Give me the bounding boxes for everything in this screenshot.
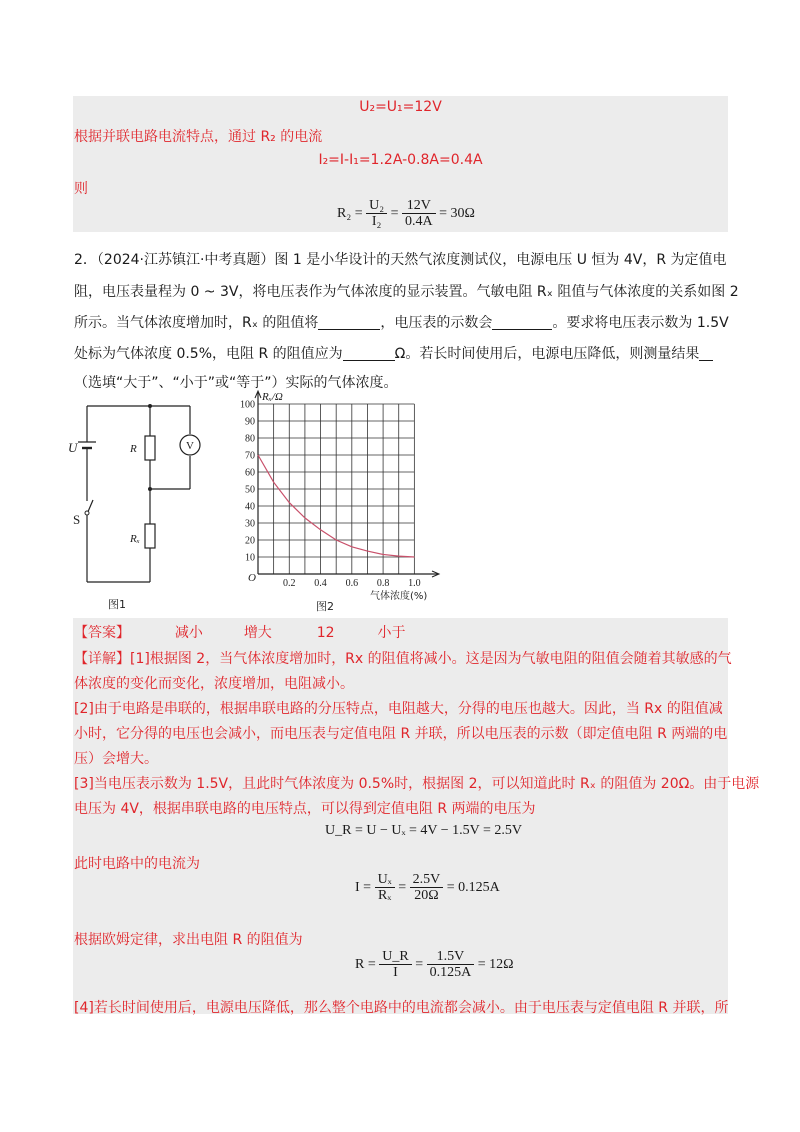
y-tick-label: 80 <box>245 433 255 445</box>
x-tick-label: 0.2 <box>283 578 296 589</box>
eq-r2-num2: 12V <box>402 198 436 214</box>
eq-r2-den1: I₂ <box>371 214 382 230</box>
detail-p2-l3: 压）会增大。 <box>74 751 158 767</box>
chart-ylabel: Rₓ/Ω <box>262 391 283 403</box>
answer-item-3: 12 <box>316 625 335 641</box>
blank-2 <box>492 315 552 330</box>
switch-contact <box>85 511 89 515</box>
eq-r-lhs: R = <box>355 956 376 972</box>
figure-1-circuit <box>60 396 220 620</box>
label-Rx: Rₓ <box>130 533 140 545</box>
y-tick-label: 60 <box>245 467 255 479</box>
answer-label: 【答案】 <box>74 625 130 641</box>
eq-i-den2: 20Ω <box>414 888 439 904</box>
y-tick-label: 10 <box>245 552 255 564</box>
eq-r2-den2: 0.4A <box>405 214 433 230</box>
y-tick-label: 70 <box>245 450 255 462</box>
detail-p1-l2: 体浓度的变化而变化，浓度增加，电阻减小。 <box>74 676 354 692</box>
question-line-4 <box>74 343 713 363</box>
detail-p4-l1: [4]若长时间使用后，电源电压降低，那么整个电路中的电流都会减小。由于电压表与定值电阻 R 并联，所 <box>74 1000 729 1016</box>
eq-r-den1: I <box>393 965 398 981</box>
eq-r2-frac2 <box>402 198 436 230</box>
blank-3 <box>343 346 395 361</box>
eq-r-mid: = <box>415 956 424 972</box>
answer-item-4: 小于 <box>377 625 406 641</box>
equation-r2 <box>337 198 475 230</box>
figure-1-caption: 图1 <box>108 598 126 611</box>
chart-xlabel: 气体浓度(%) <box>370 591 428 602</box>
y-tick-label: 90 <box>245 416 255 428</box>
question-line-4b: Ω。若长时间使用后，电源电压降低，则测量结果 <box>394 346 700 362</box>
question-line-5: （选填“大于”、“小于”或“等于”）实际的气体浓度。 <box>74 375 398 391</box>
question-line-2: 阻，电压表量程为 0 ~ 3V，将电压表作为气体浓度的显示装置。气敏电阻 Rₓ 阻值与气体浓度的关系如图 2 <box>74 284 739 300</box>
question-line-3a: 所示。当气体浓度增加时，Rₓ 的阻值将 <box>74 315 319 331</box>
blank-4 <box>699 346 713 361</box>
eq-r2-frac1 <box>366 198 387 230</box>
eq-r2-num1: U₂ <box>366 198 387 214</box>
eq-i-num2: 2.5V <box>410 872 444 888</box>
question-line-3 <box>74 312 729 332</box>
detail-p3-l3: 此时电路中的电流为 <box>74 856 200 872</box>
eq-r-num1: U_R <box>379 949 411 965</box>
y-tick-label: 50 <box>245 484 255 496</box>
chart-origin: O <box>248 572 256 584</box>
answer-row <box>74 622 405 642</box>
eq-r-num2: 1.5V <box>427 949 475 965</box>
eq-i-mid: = <box>398 879 407 895</box>
solution-line-2: 根据并联电路电流特点，通过 R₂ 的电流 <box>74 129 323 145</box>
eq-i-num1: Uₓ <box>375 872 395 888</box>
y-tick-label: 40 <box>245 501 255 513</box>
eq-r-frac1 <box>379 949 411 981</box>
x-tick-label: 0.8 <box>376 578 390 589</box>
eq-i-rhs: = 0.125A <box>446 879 500 895</box>
detail-p2-l2: 小时，它分得的电压也会减小，而电压表与定值电阻 R 并联，所以电压表的示数（即定值电阻 R 两端的电 <box>74 726 728 742</box>
equation-current <box>355 872 500 904</box>
eq-i-frac1 <box>375 872 395 904</box>
chart-ticks <box>240 400 421 590</box>
eq-r-frac2 <box>427 949 475 981</box>
detail-p2-l1: [2]由于电路是串联的，根据串联电路的分压特点，电阻越大，分得的电压也越大。因此，当 Rx 的阻值减 <box>74 701 723 717</box>
answer-item-1: 减小 <box>174 625 203 641</box>
junction-mid <box>148 487 152 491</box>
junction-top <box>148 404 152 408</box>
blank-1 <box>318 315 380 330</box>
x-tick-label: 0.6 <box>345 578 359 589</box>
eq-i-frac2 <box>410 872 444 904</box>
eq-i-lhs: I = <box>355 879 372 895</box>
figure-2-caption: 图2 <box>316 600 334 613</box>
chart-grid <box>258 404 414 574</box>
detail-p1-l1: 【详解】[1]根据图 2，当气体浓度增加时，Rx 的阻值将减小。这是因为气敏电阻的阻值会随着其敏感的气 <box>74 651 732 667</box>
detail-p3-l1: [3]当电压表示数为 1.5V，且此时气体浓度为 0.5%时，根据图 2，可以知道此时 Rₓ 的阻值为 20Ω。由于电源 <box>74 776 760 792</box>
x-tick-label: 1.0 <box>408 578 421 589</box>
eq-r-den2: 0.125A <box>429 965 472 981</box>
label-S: S <box>73 512 81 527</box>
eq-r2-rhs: = 30Ω <box>439 205 475 221</box>
solution-line-4: 则 <box>74 181 88 197</box>
detail-p3-l4: 根据欧姆定律，求出电阻 R 的阻值为 <box>74 932 303 948</box>
question-line-3c: 。要求将电压表示数为 1.5V <box>552 315 729 331</box>
equation-r <box>355 949 514 981</box>
answer-item-2: 增大 <box>243 625 272 641</box>
label-V: V <box>186 440 194 452</box>
equation-ur: U_R = U − Uₓ = 4V − 1.5V = 2.5V <box>325 823 523 838</box>
question-line-3b: ，电压表的示数会 <box>380 315 493 331</box>
y-tick-label: 30 <box>245 518 255 530</box>
eq-i-den1: Rₓ <box>377 888 392 904</box>
detail-p3-l2: 电压为 4V，根据串联电路的电压特点，可以得到定值电阻 R 两端的电压为 <box>74 801 536 817</box>
solution-line-3: I₂=I-I₁=1.2A-0.8A=0.4A <box>318 152 483 168</box>
question-line-4a: 处标为气体浓度 0.5%，电阻 R 的阻值应为 <box>74 346 343 362</box>
y-tick-label: 100 <box>240 399 255 411</box>
y-tick-label: 20 <box>245 535 255 547</box>
eq-r2-lhs: R₂ = <box>337 205 363 221</box>
eq-r2-mid: = <box>390 205 399 221</box>
chart-axes <box>255 391 439 577</box>
label-R: R <box>130 443 137 455</box>
x-tick-label: 0.4 <box>314 578 327 589</box>
figure-2-chart <box>222 388 452 620</box>
label-U: U <box>68 440 78 455</box>
solution-line-1: U₂=U₁=12V <box>359 99 442 115</box>
eq-r-rhs: = 12Ω <box>477 956 514 972</box>
question-line-1: 2．（2024·江苏镇江·中考真题）图 1 是小华设计的天然气浓度测试仪，电源电压 U 恒为 4V，R 为定值电 <box>74 252 727 268</box>
